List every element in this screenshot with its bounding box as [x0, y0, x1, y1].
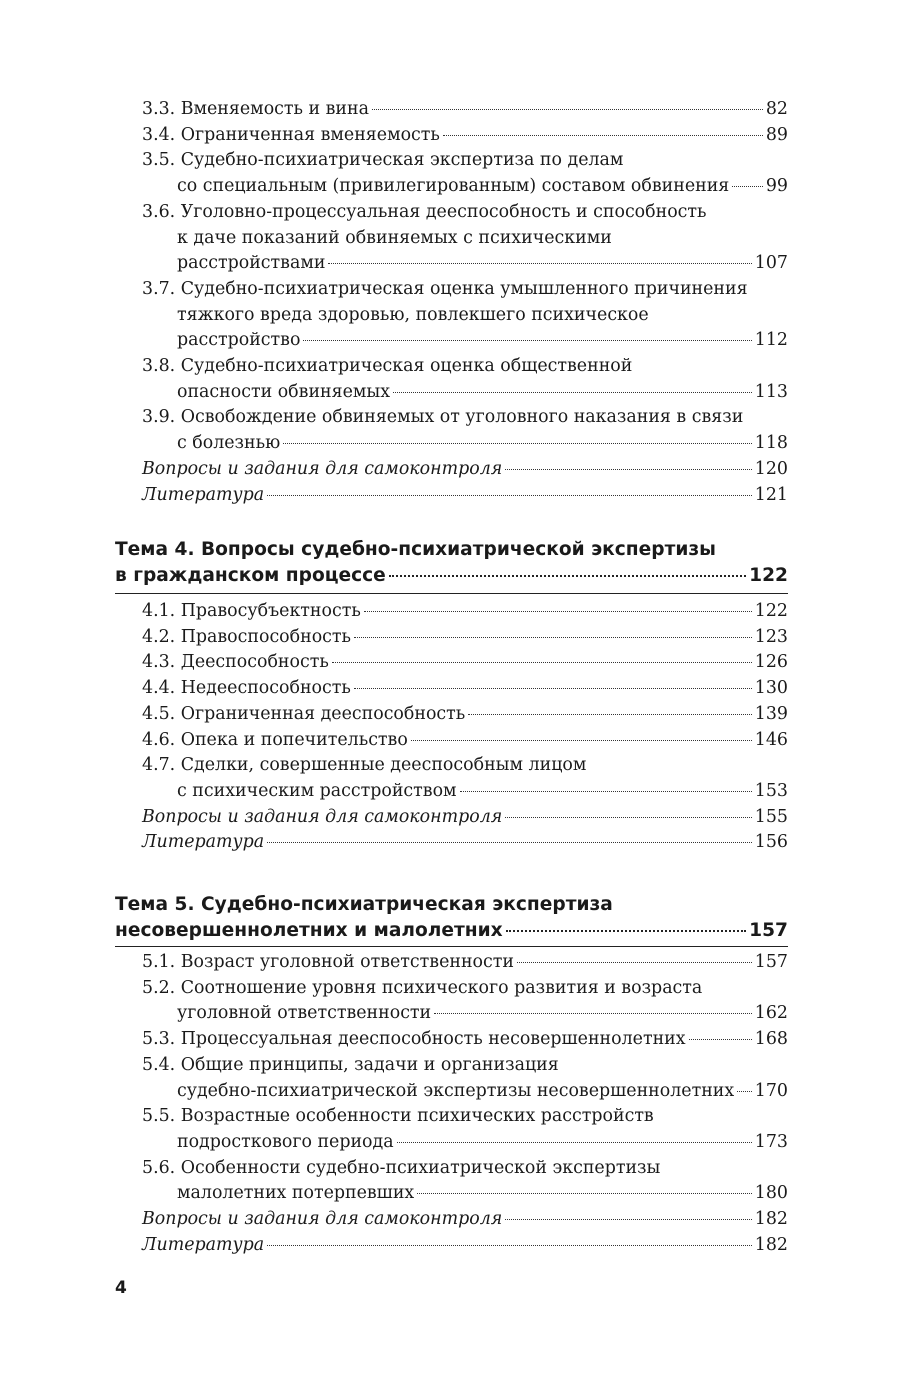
dot-leader [393, 392, 752, 393]
toc-entry[interactable] [142, 123, 788, 149]
toc-entry[interactable] [142, 1053, 788, 1104]
dot-leader [354, 637, 752, 638]
topic-4-title-line2: в гражданском процессе [115, 565, 386, 586]
toc-entry-page: 126 [754, 652, 788, 673]
toc-section-3 [142, 97, 788, 508]
toc-entry[interactable] [142, 1027, 788, 1053]
toc-entry-page: 82 [765, 99, 788, 119]
toc-entry-text: 3.9. Освобождение обвиняемых от уголовного наказания в связи [142, 407, 744, 428]
toc-entry-text: опасности обвиняемых [177, 381, 391, 402]
toc-entry-page: 130 [754, 678, 788, 699]
dot-leader [397, 1142, 752, 1143]
toc-entry[interactable] [142, 599, 788, 625]
dot-leader [283, 443, 752, 444]
toc-entry-text: с психическим расстройством [177, 780, 457, 801]
toc-entry[interactable] [142, 148, 788, 199]
toc-entry-text: 5.1. Возраст уголовной ответственности [142, 952, 514, 972]
toc-entry-page: 173 [754, 1131, 788, 1152]
dot-leader [267, 842, 752, 843]
toc-entry-text: подросткового периода [177, 1131, 394, 1152]
toc-entry-page: 146 [754, 729, 788, 750]
divider-rule [115, 593, 788, 594]
toc-entry[interactable] [142, 650, 788, 676]
topic-5-page: 157 [749, 920, 788, 941]
dot-leader [460, 791, 752, 792]
topic-4-heading [115, 537, 788, 589]
toc-entry-text: расстройство [177, 330, 301, 351]
toc-entry[interactable] [142, 728, 788, 754]
toc-entry-text: 4.6. Опека и попечительство [142, 729, 408, 750]
dot-leader [506, 930, 747, 932]
toc-entry-text: 5.2. Соотношение уровня психического развития и возраста [142, 977, 703, 998]
dot-leader [332, 662, 752, 663]
dot-leader [443, 135, 763, 136]
toc-entry-page: 89 [765, 124, 788, 145]
toc-entry[interactable] [142, 405, 788, 456]
toc-entry-page: 157 [754, 952, 788, 972]
toc-entry-text: 5.5. Возрастные особенности психических расстройств [142, 1106, 654, 1127]
toc-entry-text: к даче показаний обвиняемых с психическими [177, 227, 612, 248]
toc-entry-text: 4.3. Дееспособность [142, 652, 329, 673]
toc-entry[interactable] [142, 676, 788, 702]
toc-entry-page: 123 [754, 626, 788, 647]
toc-entry-text: со специальным (привилегированным) составом обвинения [177, 176, 730, 197]
toc-entry-text: малолетних потерпевших [177, 1183, 415, 1204]
dot-leader [267, 1245, 752, 1246]
toc-entry-text: 4.2. Правоспособность [142, 626, 352, 647]
dot-leader [389, 575, 746, 577]
toc-entry[interactable] [142, 200, 788, 277]
dot-leader [505, 1219, 752, 1220]
toc-entry-page: 162 [754, 1003, 788, 1024]
topic-5-title-line2: несовершеннолетних и малолетних [115, 920, 503, 941]
toc-entry-text: судебно-психиатрической экспертизы несовершеннолетних [177, 1080, 735, 1101]
toc-entry[interactable] [142, 753, 788, 804]
toc-entry-text: 3.6. Уголовно-процессуальная дееспособность и способность [142, 201, 707, 222]
toc-entry-page: 155 [754, 806, 788, 827]
toc-entry-text: 3.5. Судебно-психиатрическая экспертиза по делам [142, 150, 624, 171]
toc-entry[interactable] [142, 1156, 788, 1207]
toc-entry-page: 99 [765, 176, 788, 197]
toc-entry-text: расстройствами [177, 253, 326, 274]
toc-entry[interactable] [142, 950, 788, 976]
dot-leader [505, 817, 752, 818]
toc-entry-page: 118 [754, 433, 788, 454]
toc-entry-text: 5.4. Общие принципы, задачи и организация [142, 1054, 559, 1075]
dot-leader [732, 186, 763, 187]
toc-entry-page: 112 [754, 330, 788, 351]
dot-leader [737, 1091, 752, 1092]
toc-entry[interactable] [142, 97, 788, 123]
dot-leader [505, 469, 752, 470]
dot-leader [417, 1193, 752, 1194]
toc-section-4 [142, 599, 788, 856]
toc-entry[interactable] [142, 1233, 788, 1259]
dot-leader [411, 740, 752, 741]
toc-entry-page: 139 [754, 703, 788, 724]
toc-entry-text: 3.3. Вменяемость и вина [142, 99, 369, 119]
toc-entry[interactable] [142, 805, 788, 831]
topic-5-heading [115, 892, 788, 944]
toc-entry-text: с болезнью [177, 433, 281, 454]
toc-entry-page: 107 [754, 253, 788, 274]
dot-leader [328, 263, 751, 264]
dot-leader [434, 1013, 752, 1014]
toc-entry[interactable] [142, 354, 788, 405]
toc-entry-text: тяжкого вреда здоровью, повлекшего психическое [177, 304, 649, 325]
dot-leader [303, 340, 751, 341]
dot-leader [354, 688, 752, 689]
toc-entry-text: 3.4. Ограниченная вменяемость [142, 124, 440, 145]
toc-entry-text: Литература [142, 1234, 265, 1255]
toc-entry[interactable] [142, 1104, 788, 1155]
toc-entry[interactable] [142, 625, 788, 651]
toc-entry-text: 3.8. Судебно-психиатрическая оценка общественной [142, 356, 633, 377]
dot-leader [267, 495, 752, 496]
toc-entry-text: Вопросы и задания для самоконтроля [142, 458, 503, 479]
toc-entry-page: 120 [754, 458, 788, 479]
toc-entry[interactable] [142, 483, 788, 509]
toc-entry-text: уголовной ответственности [177, 1003, 432, 1024]
toc-entry-text: Вопросы и задания для самоконтроля [142, 1209, 503, 1230]
toc-entry-text: 3.7. Судебно-психиатрическая оценка умышленного причинения [142, 278, 748, 299]
dot-leader [517, 962, 752, 963]
toc-entry-page: 170 [754, 1080, 788, 1101]
toc-entry-text: 4.4. Недееспособность [142, 678, 351, 699]
dot-leader [689, 1039, 752, 1040]
toc-entry[interactable] [142, 277, 788, 354]
topic-5-title-line1: Тема 5. Судебно-психиатрическая экспертиза [115, 894, 613, 915]
dot-leader [372, 109, 763, 110]
toc-entry-text: 4.5. Ограниченная дееспособность [142, 703, 466, 724]
toc-entry-page: 168 [754, 1029, 788, 1050]
divider-rule [115, 946, 788, 947]
topic-4-page: 122 [749, 565, 788, 586]
toc-entry-text: 4.1. Правосубъектность [142, 601, 361, 621]
toc-entry-text: Литература [142, 484, 265, 505]
toc-entry-page: 122 [754, 601, 788, 621]
toc-entry-page: 180 [754, 1183, 788, 1204]
topic-4-title-line1: Тема 4. Вопросы судебно-психиатрической экспертизы [115, 539, 716, 560]
toc-entry[interactable] [142, 830, 788, 856]
toc-entry-page: 121 [754, 484, 788, 505]
toc-entry[interactable] [142, 1207, 788, 1233]
toc-entry-page: 113 [754, 381, 788, 402]
toc-entry[interactable] [142, 457, 788, 483]
toc-entry-text: 5.6. Особенности судебно-психиатрической экспертизы [142, 1157, 661, 1178]
toc-entry[interactable] [142, 702, 788, 728]
toc-entry-page: 182 [754, 1234, 788, 1255]
toc-entry-page: 153 [754, 780, 788, 801]
toc-entry-text: 5.3. Процессуальная дееспособность несовершеннолетних [142, 1029, 686, 1050]
toc-entry-page: 156 [754, 832, 788, 853]
toc-entry-text: Вопросы и задания для самоконтроля [142, 806, 503, 827]
toc-entry[interactable] [142, 976, 788, 1027]
toc-entry-page: 182 [754, 1209, 788, 1230]
dot-leader [364, 611, 752, 612]
toc-entry-text: Литература [142, 832, 265, 853]
page-number: 4 [115, 1278, 127, 1298]
dot-leader [468, 714, 752, 715]
toc-entry-text: 4.7. Сделки, совершенные дееспособным лицом [142, 755, 587, 776]
toc-section-5 [142, 950, 788, 1258]
